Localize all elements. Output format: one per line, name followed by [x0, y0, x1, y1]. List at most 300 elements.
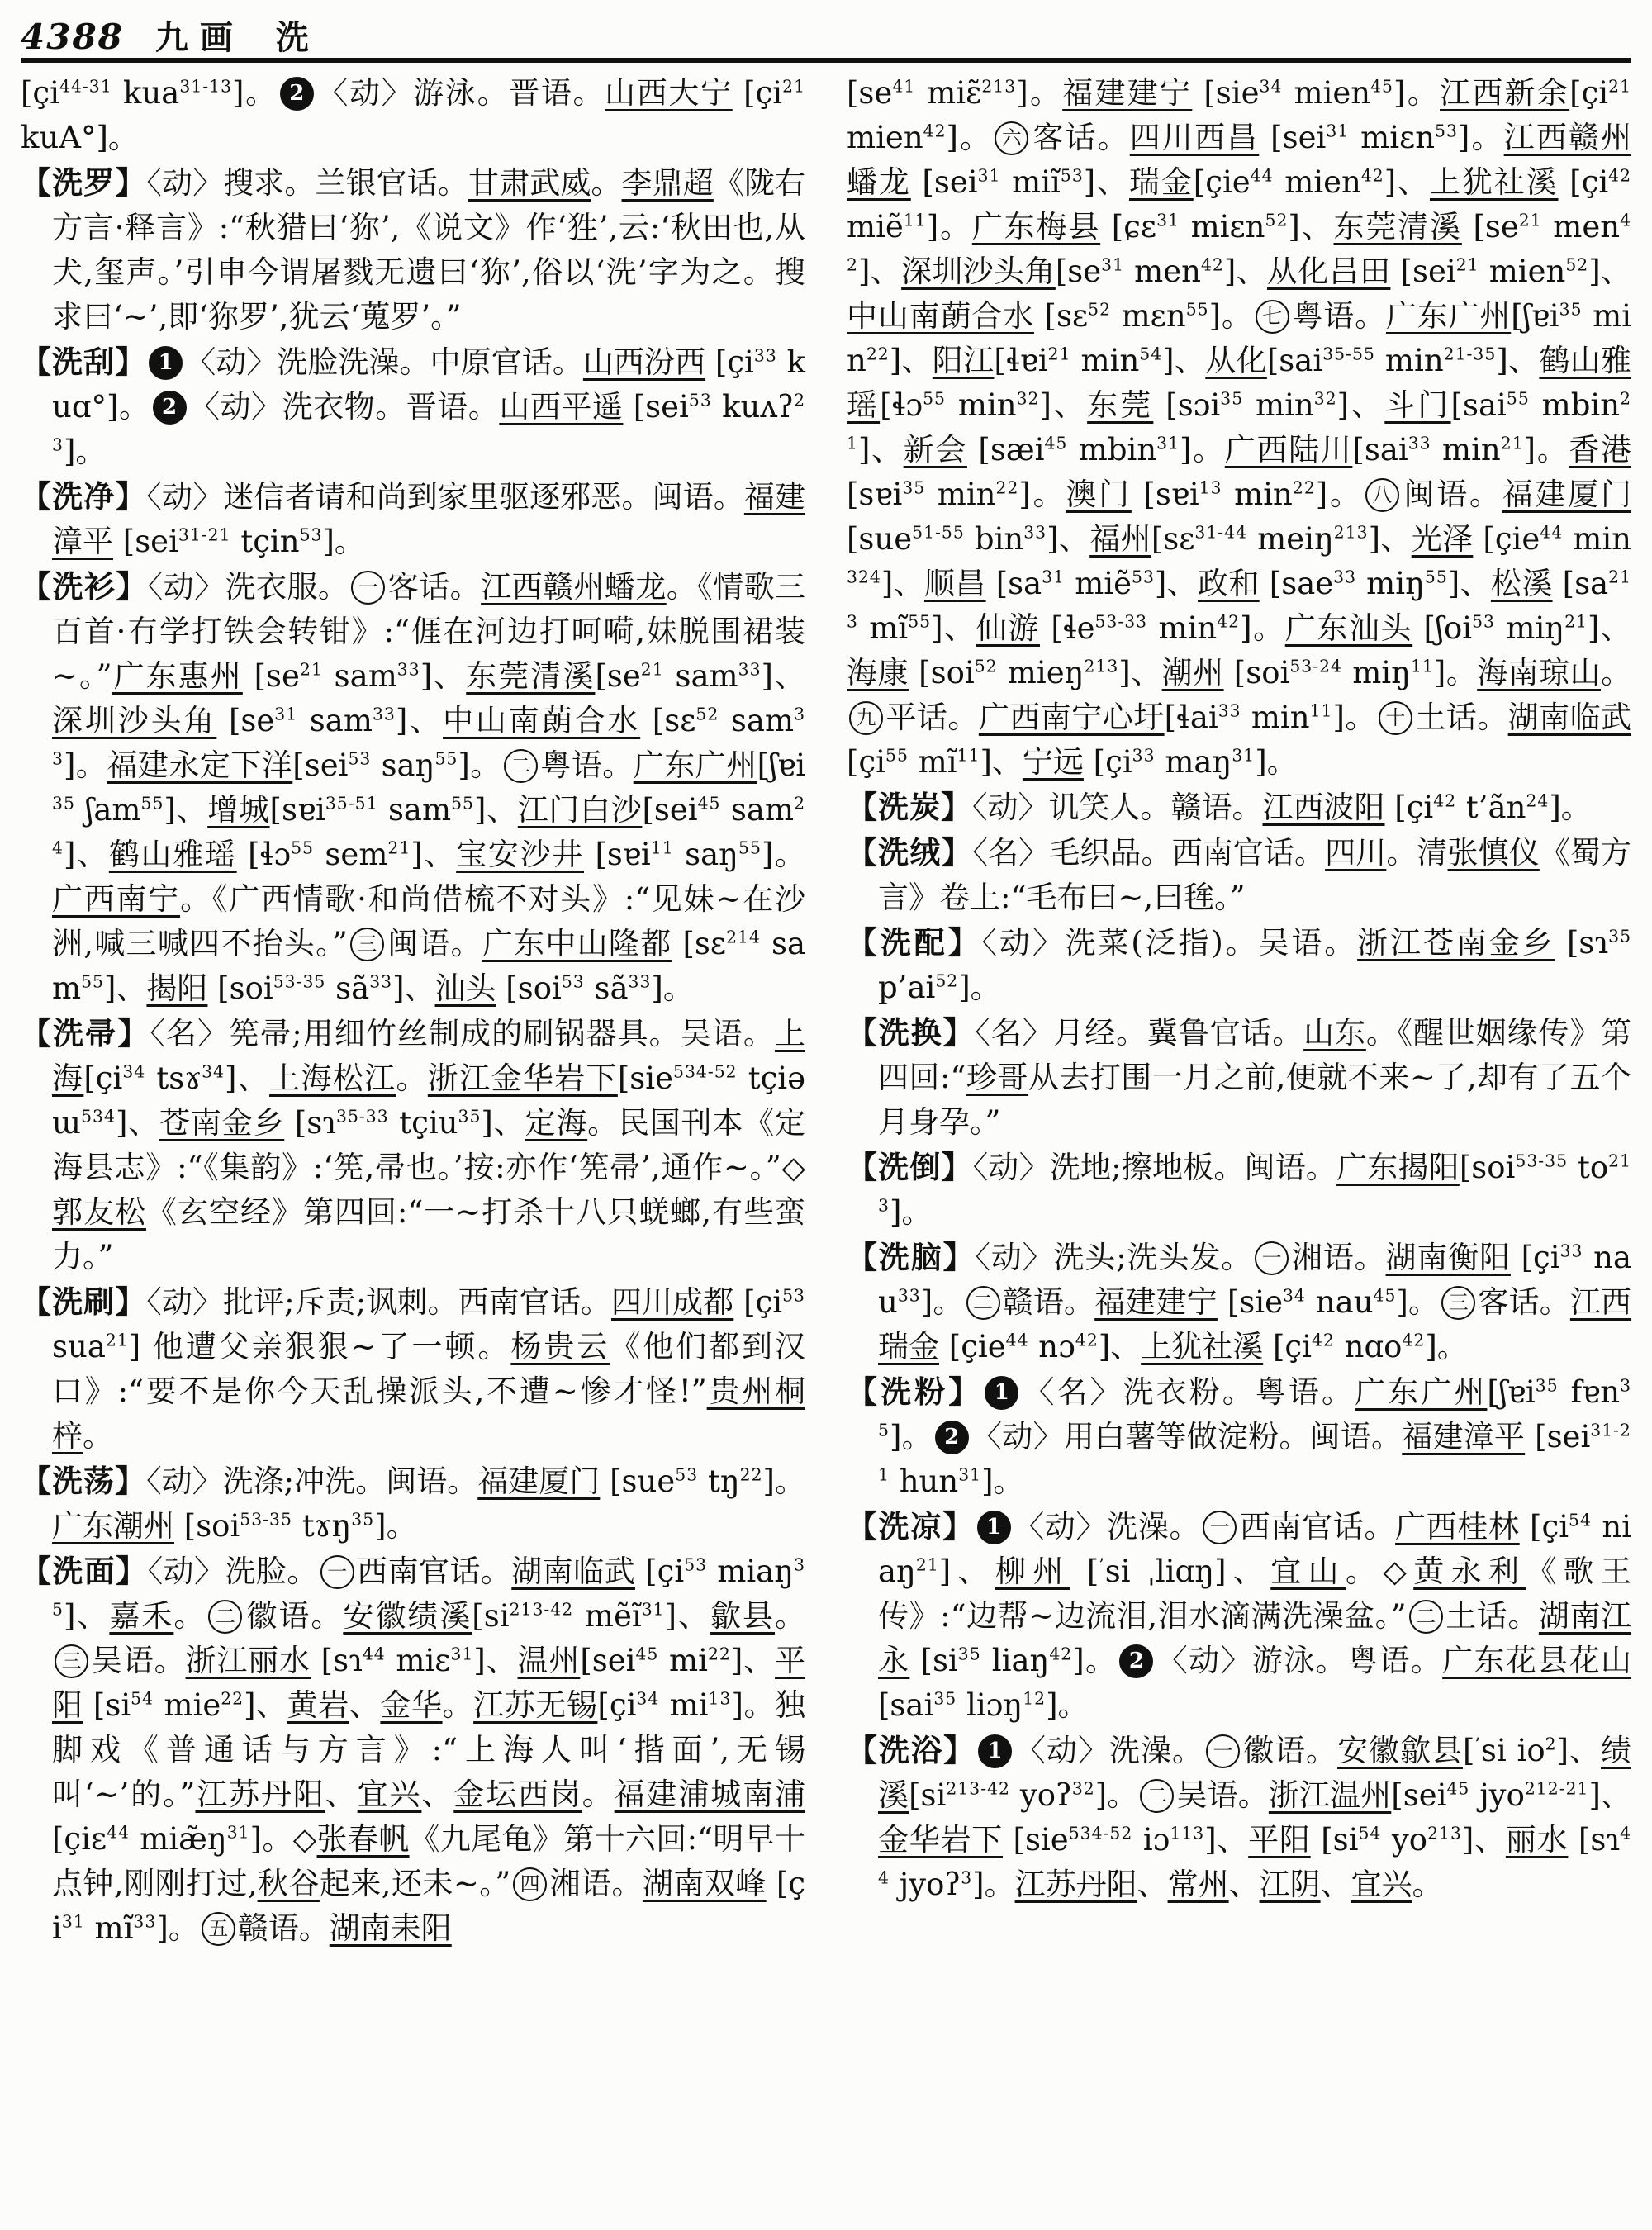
tone-superscript: 55 [908, 611, 932, 632]
proper-name-underlined: 瑞金 [1129, 164, 1194, 200]
tone-superscript: 33 [1559, 1241, 1583, 1261]
proper-name-underlined: 平阳 [52, 1643, 806, 1723]
tone-superscript: 32 [1071, 1778, 1095, 1799]
proper-name-underlined: 鹤山雅瑶 [847, 343, 1632, 423]
tone-superscript: 34 [636, 1688, 660, 1709]
dict-entry: 【洗罗】〈动〉搜求。兰银官话。甘肃武威。李鼎超《陇右方言·释言》:“秋猎曰‘狝’,《说文》作‘狌’,云:‘秋田也,从犬,玺声。’引申今谓屠戮无遗曰‘狝’,俗以‘洗’字为之。搜求曰‘~’,即‘狝罗’,犹云‘蒐罗’。” [21, 164, 806, 334]
tone-superscript: 55 [140, 793, 164, 814]
proper-name-underlined: 上海松江 [269, 1060, 396, 1096]
proper-name-underlined: 福建漳平 [1402, 1419, 1526, 1454]
tone-superscript: 34 [1259, 76, 1283, 97]
tone-superscript: 55 [291, 837, 314, 858]
proper-name-underlined: 湖南衡阳 [1385, 1240, 1511, 1275]
proper-name-underlined: 浙江温州 [1268, 1777, 1392, 1813]
tone-superscript: 21 [1564, 611, 1588, 632]
page-header [21, 12, 1631, 55]
entry-headword: 【洗粉】 [847, 1374, 983, 1410]
tone-superscript: 35 [458, 1106, 482, 1127]
proper-name-underlined: 宝安沙井 [456, 837, 584, 872]
proper-name-underlined: 福建漳平 [52, 479, 806, 559]
proper-name-underlined: 苍南金乡 [159, 1105, 285, 1141]
tone-superscript: 35 [1608, 926, 1632, 947]
tone-superscript: 35-55 [1322, 344, 1375, 364]
proper-name-underlined: 揭阳 [146, 970, 208, 1006]
dialect-group-number-circled: 六 [995, 121, 1028, 155]
tone-superscript: 21 [915, 1554, 939, 1575]
dialect-group-number-circled: 二 [966, 1286, 1000, 1320]
proper-name-underlined: 山东 [1303, 1015, 1366, 1051]
tone-superscript: 213-42 [509, 1599, 574, 1620]
proper-name-underlined: 广西陆川 [1224, 432, 1353, 467]
proper-name-underlined: 上犹社溪 [1429, 164, 1559, 200]
tone-superscript: 33 [372, 704, 396, 724]
proper-name-underlined: 福建永定下洋 [107, 747, 293, 783]
tone-superscript: 21 [105, 1330, 129, 1350]
tone-superscript: 31-21 [878, 1420, 1631, 1485]
tone-superscript: 31-21 [178, 524, 231, 545]
tone-superscript: 31 [450, 1644, 474, 1664]
stroke-section-title: 九画 [154, 18, 244, 57]
tone-superscript: 53 [684, 1554, 708, 1575]
proper-name-underlined: 珍哥 [966, 1060, 1028, 1095]
proper-name-underlined: 秋谷 [257, 1866, 320, 1901]
tone-superscript: 35 [933, 1688, 957, 1709]
tone-superscript: 35-51 [325, 793, 378, 814]
proper-name-underlined: 澳门 [1066, 477, 1132, 512]
proper-name-underlined: 广西桂林 [1395, 1509, 1520, 1544]
proper-name-underlined: 广西南宁 [52, 881, 181, 917]
tone-superscript: 33 [897, 1285, 921, 1306]
proper-name-underlined: 平阳 [1248, 1822, 1311, 1858]
tone-superscript: 51-55 [912, 522, 965, 543]
proper-name-underlined: 福建建宁 [1062, 75, 1193, 111]
dict-entry: 【洗炭】〈动〉讥笑人。赣语。江西波阳 [$çi^{42}$ $t’ãn^{24}$]。 [847, 789, 1592, 825]
proper-name-underlined: 福建厦门 [1502, 477, 1632, 512]
proper-name-underlined: 中山南蓢合水 [847, 298, 1034, 334]
tone-superscript: 53-35 [240, 1509, 292, 1530]
tone-superscript: 45 [1373, 1285, 1397, 1306]
proper-name-underlined: 黄永利 [1413, 1554, 1526, 1589]
proper-name-underlined: 鹤山雅瑶 [108, 837, 237, 872]
sense-number-filled: 2 [935, 1421, 969, 1454]
proper-name-underlined: 香港 [1569, 432, 1632, 467]
tone-superscript: 54 [1358, 1823, 1382, 1843]
proper-name-underlined: 山西大宁 [605, 75, 733, 111]
proper-name-underlined: 郭友松 [52, 1194, 146, 1230]
tone-superscript: 2 [1545, 1734, 1557, 1754]
proper-name-underlined: 广东广州 [1385, 298, 1512, 334]
tone-superscript: 213 [878, 1151, 1632, 1216]
proper-name-underlined: 海康 [847, 655, 909, 690]
tone-superscript: 31-44 [1194, 522, 1248, 543]
tone-superscript: 45 [635, 1644, 659, 1664]
proper-name-underlined: 定海 [525, 1105, 588, 1141]
dict-entry: 【洗刮】 1 〈动〉洗脸洗澡。中原官话。山西汾西 [$çi^{33}$ kuɑ°]。 2 〈动〉洗衣物。晋语。山西平遥 [sei$^{53}$ kuʌʔ$^{23}$]。 [21, 344, 806, 469]
proper-name-underlined: 安徽歙县 [1337, 1733, 1463, 1768]
tone-superscript: 52 [974, 656, 998, 676]
section-head-character: 洗 [275, 18, 309, 57]
tone-superscript: 41 [892, 76, 916, 97]
entry-headword: 【洗倒】 [847, 1149, 973, 1185]
tone-superscript: 55 [1185, 299, 1209, 320]
entry-headword: 【洗刷】 [21, 1283, 147, 1320]
entry-headword: 【洗浴】 [847, 1732, 976, 1768]
tone-superscript: 44 [1540, 522, 1564, 543]
tone-superscript: 31 [1156, 433, 1180, 453]
tone-superscript: 34 [1282, 1285, 1306, 1306]
proper-name-underlined: 福建浦城南浦 [614, 1777, 806, 1812]
tone-superscript: 55 [1506, 388, 1530, 409]
proper-name-underlined: 福州 [1089, 521, 1151, 557]
dialect-group-number-circled: 十 [1379, 701, 1412, 735]
tone-superscript: 42 [1075, 1330, 1099, 1350]
proper-name-underlined: 广东汕头 [1284, 610, 1413, 646]
dict-entry: 【洗面】〈动〉洗脸。 一 西南官话。湖南临武 [$çi^{53}$ miaŋ$^{35}$]、嘉禾。 二 徽语。安徽绩溪[$si^{213-42}$ mẽĩ$^{31}$]、歙县。三 吴语。浙江丽水 [sɿ$^{44}$ miɛ$^{31}$]、温州[sei$^{45}$ $mi^{22}$]、平阳 [$si^{54}$ mie$^{22}$]、黄岩、金华。江苏无锡[$çi^{34}$ $mi^{13}$]。独脚戏《普通话与方言》:“上海人叫‘揩面’,无锡叫‘~’的。”江苏丹阳、宜兴、金坛西岗。福建浦城南浦 [çiɛ$^{44}$ $miæ̃ŋ^{31}$]。◇张春帆《九尾龟》第十六回:“明早十点钟,刚刚打过,秋谷起来,还未~。” 四 湘语。湖南双峰 [$çi^{31}$ $mĩ^{33}$]。 五 赣语。湖南耒阳 [21, 1553, 806, 1946]
entry-headword: 【洗脑】 [847, 1239, 976, 1275]
tone-superscript: 534-52 [673, 1061, 738, 1082]
dialect-group-number-circled: 一 [320, 1555, 354, 1589]
proper-name-underlined: 嘉禾 [109, 1598, 174, 1634]
proper-name-underlined: 海南琼山 [1477, 655, 1602, 690]
tone-superscript: 31 [274, 704, 298, 724]
proper-name-underlined: 四川成都 [610, 1284, 734, 1320]
tone-superscript: 21 [1518, 210, 1542, 230]
proper-name-underlined: 广东花县花山 [1442, 1643, 1632, 1678]
proper-name-underlined: 浙江丽水 [185, 1643, 311, 1678]
tone-superscript: 35 [1559, 299, 1583, 320]
proper-name-underlined: 东莞清溪 [1333, 209, 1462, 244]
proper-name-underlined: 广东潮州 [52, 1508, 174, 1544]
proper-name-underlined: 广西南宁心圩 [978, 700, 1165, 735]
proper-name-underlined: 张慎仪 [1447, 835, 1540, 871]
proper-name-underlined: 松溪 [1490, 566, 1553, 601]
entry-headword: 【洗凉】 [847, 1508, 975, 1544]
proper-name-underlined: 福建建宁 [1094, 1284, 1218, 1320]
tone-superscript: 33 [1132, 745, 1156, 766]
tone-superscript: 31 [641, 1599, 665, 1620]
tone-superscript: 55 [451, 793, 474, 814]
tone-superscript: 534-52 [1068, 1823, 1133, 1843]
tone-superscript: 42 [1049, 1644, 1073, 1664]
tone-superscript: 213 [1333, 522, 1369, 543]
tone-superscript: 53 [299, 524, 323, 545]
tone-superscript: 33 [369, 971, 393, 992]
tone-superscript: 53 [1132, 567, 1155, 587]
tone-superscript: 54 [131, 1688, 154, 1709]
tone-superscript: 42 [1200, 254, 1224, 275]
dict-entry: 【洗净】〈动〉迷信者请和尚到家里驱逐邪恶。闽语。福建漳平 [sei$^{31-21}$ tçin$^{53}$]。 [21, 478, 806, 559]
tone-superscript: 22 [995, 477, 1019, 498]
dialect-group-number-circled: 九 [849, 701, 883, 735]
tone-superscript: 35-33 [336, 1106, 389, 1127]
tone-superscript: 213 [847, 567, 1632, 632]
tone-superscript: 24 [52, 793, 806, 858]
proper-name-underlined: 东莞 [1087, 387, 1154, 423]
tone-superscript: ’ [1099, 1554, 1105, 1575]
proper-name-underlined: 江苏丹阳 [1014, 1867, 1137, 1902]
tone-superscript: 42 [1311, 1330, 1335, 1350]
dialect-group-number-circled: 二 [504, 749, 538, 783]
tone-superscript: 13 [1199, 477, 1222, 498]
entry-headword: 【洗面】 [21, 1553, 148, 1589]
proper-name-underlined: 金华岩下 [878, 1822, 1004, 1858]
tone-superscript: 44 [107, 1822, 131, 1843]
sense-number-filled: 1 [978, 1734, 1012, 1768]
tone-superscript: 31 [61, 1911, 85, 1932]
proper-name-underlined: 江阴 [1259, 1867, 1321, 1902]
proper-name-underlined: 宜兴 [1351, 1867, 1412, 1902]
columns-container [21, 71, 1631, 1951]
sense-number-filled: 1 [977, 1511, 1011, 1544]
tone-superscript: 31 [1101, 254, 1125, 275]
proper-name-underlined: 广东广州 [1355, 1374, 1488, 1410]
proper-name-underlined: 政和 [1198, 566, 1260, 601]
dict-entry: 【洗粉】 1 〈名〉洗衣粉。粤语。广东广州[ʃɐi$^{35}$ fɐn$^{35}$]。 2 〈动〉用白薯等做淀粉。闽语。福建漳平 [sei$^{31-21}$ hun$^{31}$]。 [847, 1374, 1632, 1499]
tone-superscript: 52 [1565, 254, 1589, 275]
tone-superscript: 21 [640, 659, 664, 680]
tone-superscript: 33 [396, 659, 420, 680]
tone-superscript: 53-24 [1289, 656, 1342, 676]
tone-superscript: 21 [299, 659, 323, 680]
proper-name-underlined: 浙江金华岩下 [427, 1060, 618, 1096]
tone-superscript: 42 [1608, 165, 1632, 186]
tone-superscript: 11 [1410, 656, 1434, 676]
tone-superscript: 53 [782, 1285, 805, 1306]
proper-name-underlined: 湖南临武 [511, 1554, 635, 1589]
dialect-group-number-circled: 二 [1409, 1600, 1443, 1634]
tone-superscript: 31 [1156, 210, 1180, 230]
proper-name-underlined: 光泽 [1411, 521, 1474, 557]
dict-entry: 【洗帚】〈名〉筅帚;用细竹丝制成的刷锅器具。吴语。上海[$çi^{34}$ tsɤ$^{34}$]、上海松江。浙江金华岩下[sie$^{534-52}$ tçiəɯ$^{534}$]、苍南金乡 [sɿ$^{35-33}$ tçiu$^{35}$]、定海。民国刊本《定海县志》:“《集韵》:‘筅,帚也。’按:亦作‘筅帚’,通作~。”◇郭友松《玄空经》第四回:“一~打杀十八只蜣螂,有些蛮力。” [21, 1015, 806, 1274]
tone-superscript: 33 [1408, 433, 1431, 453]
tone-superscript: 13 [708, 1688, 732, 1709]
tone-superscript: 53-35 [273, 971, 326, 992]
proper-name-underlined: 黄岩 [287, 1687, 349, 1723]
sense-number-filled: 2 [280, 77, 314, 111]
proper-name-underlined: 甘肃武威 [468, 165, 591, 201]
proper-name-underlined: 四川 [1325, 835, 1387, 871]
tone-superscript: 53 [561, 971, 585, 992]
tone-superscript: 52 [935, 970, 959, 991]
tone-superscript: 35 [52, 1554, 806, 1620]
tone-superscript: 45 [697, 793, 721, 814]
tone-superscript: 21 [387, 837, 411, 858]
tone-superscript: 113 [1170, 1823, 1205, 1843]
tone-superscript: 44 [362, 1644, 386, 1664]
proper-name-underlined: 广东惠州 [112, 658, 243, 694]
dict-entry-continuation: [$çi^{44-31}$ kua$^{31-13}$]。 2 〈动〉游泳。晋语。山西大宁 [$çi^{21}$ kuA°]。 [21, 75, 806, 155]
dialect-group-number-circled: 二 [1140, 1779, 1174, 1813]
proper-name-underlined: 广东中山隆都 [482, 926, 672, 961]
proper-name-underlined: 江西瑞金 [878, 1284, 1632, 1364]
tone-superscript: 22 [221, 1688, 244, 1709]
proper-name-underlined: 广东广州 [633, 747, 757, 783]
tone-superscript: 534 [81, 1106, 116, 1127]
tone-superscript: 42 [1402, 1330, 1426, 1350]
proper-name-underlined: 李鼎超 [621, 165, 714, 201]
tone-superscript: 44 [878, 1823, 1632, 1888]
tone-superscript: 53 [688, 390, 712, 410]
tone-superscript: 55 [923, 388, 946, 409]
proper-name-underlined: 仙游 [976, 610, 1040, 646]
tone-superscript: 35 [351, 1509, 375, 1530]
proper-name-underlined: 江西波阳 [1262, 790, 1385, 825]
proper-name-underlined: 山西汾西 [582, 344, 706, 380]
proper-name-underlined: 深圳沙头角 [52, 703, 217, 738]
proper-name-underlined: 江西新余 [1440, 75, 1570, 111]
tone-superscript: 21-35 [1443, 344, 1497, 364]
proper-name-underlined: 福建厦门 [477, 1464, 601, 1499]
tone-superscript: 52 [1265, 210, 1289, 230]
tone-superscript: 32 [1313, 388, 1337, 409]
proper-name-underlined: 山西平遥 [499, 389, 624, 425]
proper-name-underlined: 柳州 [995, 1554, 1070, 1589]
entry-headword: 【洗罗】 [21, 164, 147, 201]
tone-superscript: 52 [695, 704, 719, 724]
tone-superscript: 31 [1232, 745, 1256, 766]
tone-superscript: 21 [847, 388, 1632, 453]
proper-name-underlined: 歙县 [710, 1598, 776, 1634]
proper-name-underlined: 四川西昌 [1129, 120, 1260, 155]
dict-entry: 【洗荡】〈动〉洗涤;冲洗。闽语。福建厦门 [sue$^{53}$ $tŋ^{22}$]。广东潮州 [soi$^{53-35}$ tɤŋ$^{35}$]。 [21, 1463, 806, 1544]
tone-superscript: 213-42 [946, 1778, 1010, 1799]
tone-superscript: 42 [847, 210, 1632, 275]
proper-name-underlined: 宜山 [1270, 1554, 1346, 1589]
dict-entry: 【洗浴】 1 〈动〉洗澡。 一 徽语。安徽歙县[’si $io^2$]、绩溪[$si^{213-42}$ yoʔ$^{32}$]。 二 吴语。浙江温州[sei$^{45}$ jyo$^{212-21}$]、金华岩下 [sie$^{534-52}$ iɔ$^{113}$]、平阳 [$si^{54}$ $yo^{213}$]、丽水 [sɿ$^{44}$ jyoʔ$^3$]。江苏丹阳、常州、江阴、宜兴。 [847, 1732, 1632, 1902]
entry-headword: 【洗配】 [847, 924, 982, 961]
entry-headword: 【洗绒】 [847, 834, 973, 871]
dict-entry: 【洗衫】〈动〉洗衣服。 一 客话。江西赣州蟠龙。《情歌三百首·冇学打铁会转钳》:“𠊎在河边打呵嗬,妹脱围裙装~。”广东惠州 [$se^{21}$ sam$^{33}$]、东莞清溪[$se^{21}$ sam$^{33}$]、深圳沙头角 [$se^{31}$ sam$^{33}$]、中山南蓢合水 [sɛ$^{52}$ sam$^{33}$]。福建永定下洋[sei$^{53}$ saŋ$^{55}$]。 二 粤语。广东广州[ʃɐi$^{35}$ ʃam$^{55}$]、增城[sɐi$^{35-51}$ sam$^{55}$]、江门白沙[sei$^{45}$ sam$^{24}$]、鹤山雅瑶 [ɬɔ$^{55}$ sem$^{21}$]、宝安沙井 [sɐi$^{11}$ saŋ$^{55}$]。广西南宁。《广西情歌·和尚借梳不对头》:“见妹~在沙洲,喊三喊四不抬头。” 三 闽语。广东中山隆都 [sɛ$^{214}$ sam$^{55}$]、揭阳 [soi$^{53-35}$ $sã^{33}$]、汕头 [soi$^{53}$ $sã^{33}$]。 [21, 568, 806, 1006]
proper-name-underlined: 金坛西岗 [453, 1777, 582, 1812]
tone-superscript: 33 [52, 704, 806, 769]
proper-name-underlined: 中山南蓢合水 [443, 703, 641, 738]
dict-entry: 【洗倒】〈动〉洗地;擦地板。闽语。广东揭阳[soi$^{53-35}$ $to^{213}$]。 [847, 1149, 1632, 1230]
tone-superscript: 35 [878, 1375, 1632, 1440]
entry-headword: 【洗净】 [21, 478, 147, 515]
tone-superscript: 55 [81, 971, 104, 992]
proper-name-underlined: 金华 [380, 1687, 443, 1723]
tone-superscript: 45 [1446, 1778, 1470, 1799]
sense-number-filled: 1 [149, 346, 183, 380]
dialect-group-number-circled: 五 [202, 1912, 235, 1946]
dialect-group-number-circled: 二 [208, 1600, 242, 1634]
tone-superscript: 212-21 [1524, 1778, 1589, 1799]
proper-name-underlined: 增城 [207, 792, 270, 828]
tone-superscript: 11 [650, 837, 674, 858]
dict-entry-continuation: [$se^{41}$ miɛ̃$^{213}$]。福建建宁 [sie$^{34}$ mien$^{45}$]。江西新余[$çi^{21}$ mien$^{42}$]。 六 客话。四川西昌 [sei$^{31}$ miɛn$^{53}$]。江西赣州蟠龙 [sei$^{31}$ miĩ$^{53}$]、瑞金[çie$^{44}$ mien$^{42}$]、上犹社溪 [$çi^{42}$ miẽ$^{11}$]。广东梅县 [ɕɛ$^{31}$ miɛn$^{52}$]、东莞清溪 [$se^{21}$ men$^{42}$]、深圳沙头角[$se^{31}$ men$^{42}$]、从化吕田 [sei$^{21}$ mien$^{52}$]、中山南蓢合水 [sɛ$^{52}$ mɛn$^{55}$]。 七 粤语。广东广州[ʃɐi$^{35}$ $\min^{22}$]、阳江[ɬɐi$^{21}$ $\min^{54}$]、从化[sai$^{35-55}$ $\min^{21-35}$]、鹤山雅瑶[ɬɔ$^{55}$ $\min^{32}$]、东莞 [sɔi$^{35}$ $\min^{32}$]、斗门[sai$^{55}$ mbin$^{21}$]、新会 [sæi$^{45}$ mbin$^{31}$]。广西陆川[sai$^{33}$ $\min^{21}$]。香港 [sɐi$^{35}$ $\min^{22}$]。澳门 [sɐi$^{13}$ $\min^{22}$]。 八 闽语。福建厦门 [sue$^{51-55}$ bin$^{33}$]、福州[sɛ$^{31-44}$ meiŋ$^{213}$]、光泽 [çie$^{44}$ $\min^{324}$]、顺昌 [$sa^{31}$ miẽ$^{53}$]、政和 [sae$^{33}$ miŋ$^{55}$]、松溪 [$sa^{213}$ $mĩ^{55}$]、仙游 [ɬe$^{53-33}$ $\min^{42}$]。广东汕头 [ʃoi$^{53}$ miŋ$^{21}$]、海康 [soi$^{52}$ mieŋ$^{213}$]、潮州 [soi$^{53-24}$ miŋ$^{11}$]。海南琼山。九 平话。广西南宁心圩[ɬai$^{33}$ $\min^{11}$]。 十 土话。湖南临武[$çi^{55}$ $mĩ^{11}$]、宁远 [$çi^{33}$ maŋ$^{31}$]。 [847, 75, 1632, 780]
entry-headword: 【洗刮】 [21, 344, 147, 380]
dialect-group-number-circled: 一 [351, 571, 385, 605]
proper-name-underlined: 上犹社溪 [1141, 1329, 1264, 1364]
sense-number-filled: 2 [1119, 1644, 1153, 1678]
tone-superscript: 35 [902, 477, 926, 498]
proper-name-underlined: 广东梅县 [971, 209, 1101, 244]
proper-name-underlined: 杨贵云 [510, 1329, 610, 1364]
proper-name-underlined: 广东揭阳 [1336, 1150, 1460, 1185]
tone-superscript: 53 [675, 1464, 699, 1485]
proper-name-underlined: 张春帆 [316, 1821, 410, 1857]
entry-headword: 【洗帚】 [21, 1015, 150, 1051]
tone-superscript: 213 [1427, 1823, 1462, 1843]
proper-name-underlined: 绩溪 [878, 1733, 1631, 1813]
proper-name-underlined: 上海 [52, 1016, 805, 1096]
tone-superscript: 324 [847, 567, 881, 587]
tone-superscript: 11 [957, 745, 980, 766]
proper-name-underlined: 江苏无锡 [473, 1687, 598, 1723]
header-rule [21, 58, 1631, 63]
page-number: 4388 [21, 17, 124, 57]
proper-name-underlined: 潮州 [1161, 655, 1224, 690]
entry-headword: 【洗衫】 [21, 568, 148, 605]
proper-name-underlined: 湖南耒阳 [329, 1910, 452, 1946]
tone-superscript: 22 [1292, 477, 1316, 498]
tone-superscript: 23 [52, 390, 806, 455]
tone-superscript: 53 [348, 748, 372, 769]
tone-superscript: 42 [923, 121, 947, 141]
proper-name-underlined: 湖南江永 [878, 1598, 1632, 1678]
dialect-group-number-circled: 七 [1256, 300, 1289, 334]
tone-superscript: 42 [1217, 611, 1241, 632]
tone-superscript: 45 [1370, 76, 1393, 97]
proper-name-underlined: 宜兴 [357, 1777, 422, 1812]
tone-superscript: 11 [903, 210, 927, 230]
proper-name-underlined: 深圳沙头角 [901, 254, 1056, 289]
sense-number-filled: 2 [153, 391, 187, 425]
tone-superscript: 44 [1250, 165, 1274, 186]
tone-superscript: 55 [1424, 567, 1448, 587]
tone-superscript: 21 [782, 76, 806, 97]
proper-name-underlined: 湖南临武 [1507, 700, 1632, 735]
tone-superscript: ’ [1474, 1734, 1481, 1754]
tone-superscript: 22 [866, 344, 890, 364]
tone-superscript: 54 [1569, 1510, 1592, 1530]
tone-superscript: 31 [1042, 567, 1066, 587]
tone-superscript: 213 [981, 76, 1017, 97]
tone-superscript: 21 [1047, 344, 1071, 364]
proper-name-underlined: 汕头 [434, 970, 496, 1006]
proper-name-underlined: 浙江苍南金乡 [1357, 925, 1555, 961]
tone-superscript: 42 [1433, 790, 1457, 811]
proper-name-underlined: 江西赣州蟠龙 [847, 120, 1632, 200]
tone-superscript: 35 [1220, 388, 1244, 409]
dialect-group-number-circled: 三 [55, 1644, 88, 1678]
tone-superscript: 54 [1139, 344, 1163, 364]
right-column [847, 71, 1631, 1951]
dialect-group-number-circled: 一 [1203, 1511, 1237, 1544]
tone-superscript: 33 [133, 1911, 157, 1932]
tone-superscript: 22 [739, 1464, 763, 1485]
tone-superscript: 33 [753, 345, 777, 366]
dict-entry: 【洗绒】〈名〉毛织品。西南官话。四川。清张慎仪《蜀方言》卷上:“毛布曰~,曰毪。” [847, 834, 1632, 915]
tone-superscript: 34 [202, 1061, 225, 1082]
proper-name-underlined: 从化 [1205, 343, 1267, 378]
tone-superscript: 3 [961, 1867, 973, 1888]
proper-name-underlined: 宁远 [1022, 744, 1084, 780]
tone-superscript: 35 [52, 793, 75, 814]
tone-superscript: 32 [1016, 388, 1040, 409]
tone-superscript: 44-31 [59, 76, 112, 97]
dialect-group-number-circled: 八 [1365, 478, 1399, 512]
proper-name-underlined: 贵州桐梓 [52, 1374, 805, 1454]
dialect-group-number-circled: 三 [350, 928, 384, 961]
tone-superscript: 33 [628, 971, 652, 992]
dialect-group-number-circled: 一 [1255, 1241, 1289, 1275]
dict-entry: 【洗刷】〈动〉批评;斥责;讽刺。西南官话。四川成都 [$çi^{53}$ sua$^{21}$] 他遭父亲狠狠~了一顿。杨贵云《他们都到汉口》:“要不是你今天乱操派头,不遭~惨才怪!”贵州桐梓。 [21, 1283, 806, 1454]
tone-superscript: 35 [957, 1644, 981, 1664]
proper-name-underlined: 新会 [903, 432, 967, 467]
tone-superscript: 214 [726, 927, 761, 947]
dialect-group-number-circled: 四 [513, 1867, 547, 1901]
